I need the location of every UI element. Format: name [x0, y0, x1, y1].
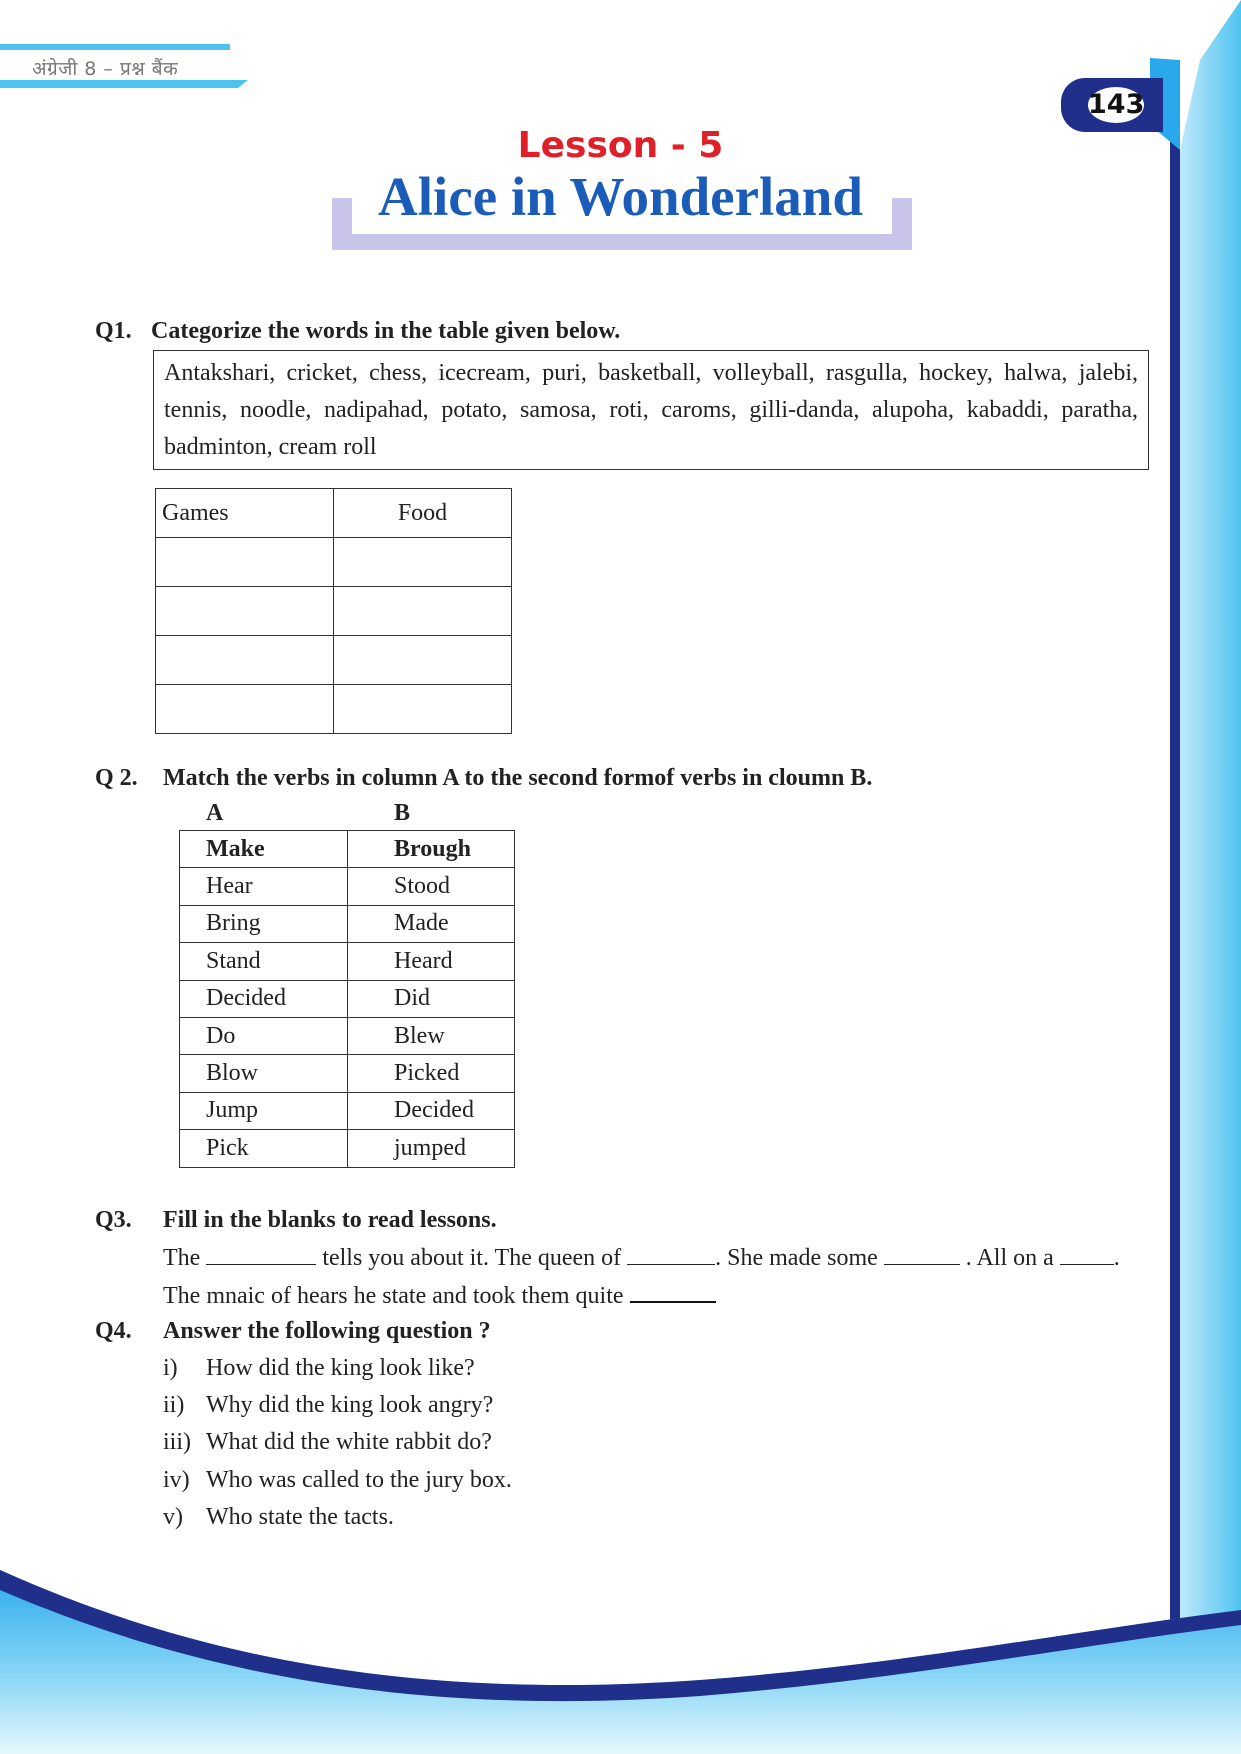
q1-word-box: Antakshari, cricket, chess, icecream, puri, basketball, volleyball, rasgulla, hockey, halwa, jalebi, tennis, noodle, nadipahad, potato, samosa, roti, caroms, gilli-danda, alupoha, kabaddi, paratha, badminton, cream roll	[153, 350, 1149, 470]
verb-a: Do	[180, 1017, 348, 1054]
q3-text: The mnaic of hears he state and took them quite	[163, 1283, 624, 1309]
table-row	[180, 1017, 515, 1054]
list-item: What did the white rabbit do?	[206, 1429, 492, 1455]
table-row	[180, 980, 515, 1017]
book-label: अंग्रेजी 8 – प्रश्न बैंक	[32, 58, 179, 80]
lesson-title: Alice in Wonderland	[378, 166, 863, 227]
verb-b: Heard	[348, 943, 515, 980]
list-item-num: iii)	[163, 1429, 191, 1455]
q3-number: Q3.	[95, 1207, 132, 1233]
list-item-num: iv)	[163, 1467, 190, 1493]
side-navy-bar	[1170, 60, 1180, 1620]
lesson-label: Lesson - 5	[517, 125, 724, 166]
games-cell	[156, 587, 334, 636]
verb-a: Bring	[180, 905, 348, 942]
games-cell	[156, 685, 334, 734]
food-header: Food	[334, 489, 512, 538]
blank-field[interactable]	[627, 1244, 715, 1265]
q3-prompt: Fill in the blanks to read lessons.	[163, 1207, 497, 1233]
list-item: Who state the tacts.	[206, 1504, 394, 1530]
verb-a: Stand	[180, 943, 348, 980]
table-row	[156, 636, 512, 685]
list-item-num: v)	[163, 1504, 183, 1530]
column-b-label: B	[394, 800, 411, 826]
column-a-label: A	[206, 800, 224, 826]
table-row	[156, 685, 512, 734]
header-stripe-top	[0, 44, 230, 50]
q3-text: . All on a	[965, 1245, 1054, 1271]
verb-a: Blow	[180, 1055, 348, 1092]
q2-prompt: Match the verbs in column A to the second formof verbs in cloumn B.	[163, 765, 873, 791]
games-header: Games	[156, 489, 334, 538]
verb-b: Stood	[348, 868, 515, 905]
q2-match-table	[179, 830, 515, 1168]
verb-a: Jump	[180, 1092, 348, 1129]
q1-number: Q1.	[95, 318, 132, 344]
q3-text: The	[163, 1245, 201, 1271]
verb-b: Made	[348, 905, 515, 942]
blank-field[interactable]	[630, 1281, 716, 1303]
header-stripe-bottom	[0, 80, 248, 88]
side-band	[1180, 0, 1241, 1754]
q1-category-table	[155, 488, 512, 734]
list-item: Who was called to the jury box.	[206, 1467, 512, 1493]
table-row	[180, 1130, 515, 1167]
food-cell	[334, 587, 512, 636]
food-cell	[334, 685, 512, 734]
verb-a: Hear	[180, 868, 348, 905]
blank-field[interactable]	[884, 1244, 960, 1265]
table-row	[156, 489, 512, 538]
verb-b: Picked	[348, 1055, 515, 1092]
verb-b: Blew	[348, 1017, 515, 1054]
food-cell	[334, 636, 512, 685]
table-row	[180, 943, 515, 980]
list-item: How did the king look like?	[206, 1355, 475, 1381]
table-row	[180, 1055, 515, 1092]
table-row	[180, 1092, 515, 1129]
games-cell	[156, 636, 334, 685]
q4-prompt: Answer the following question ?	[163, 1318, 491, 1344]
table-row	[180, 831, 515, 868]
q1-prompt: Categorize the words in the table given below.	[151, 318, 621, 344]
q3-line-2	[163, 1281, 716, 1310]
table-row	[156, 587, 512, 636]
list-item-num: ii)	[163, 1392, 185, 1418]
verb-a: Pick	[180, 1130, 348, 1167]
bottom-wave	[0, 1570, 1241, 1754]
q4-number: Q4.	[95, 1318, 132, 1344]
page-number: 143	[1088, 87, 1144, 123]
q3-text: tells you about it. The queen of	[322, 1245, 622, 1271]
verb-a: Decided	[180, 980, 348, 1017]
table-row	[180, 905, 515, 942]
verb-a: Make	[180, 831, 348, 868]
food-cell	[334, 538, 512, 587]
q3-text: . She made some	[715, 1245, 878, 1271]
verb-b: Decided	[348, 1092, 515, 1129]
q3-text: .	[1113, 1245, 1120, 1271]
verb-b: Did	[348, 980, 515, 1017]
verb-b: jumped	[348, 1130, 515, 1167]
table-row	[156, 538, 512, 587]
verb-b: Brough	[348, 831, 515, 868]
blank-field[interactable]	[206, 1244, 316, 1265]
q3-line-1	[163, 1244, 1120, 1272]
games-cell	[156, 538, 334, 587]
table-row	[180, 868, 515, 905]
blank-field[interactable]	[1060, 1244, 1114, 1265]
q2-number: Q 2.	[95, 765, 138, 791]
list-item-num: i)	[163, 1355, 178, 1381]
list-item: Why did the king look angry?	[206, 1392, 494, 1418]
